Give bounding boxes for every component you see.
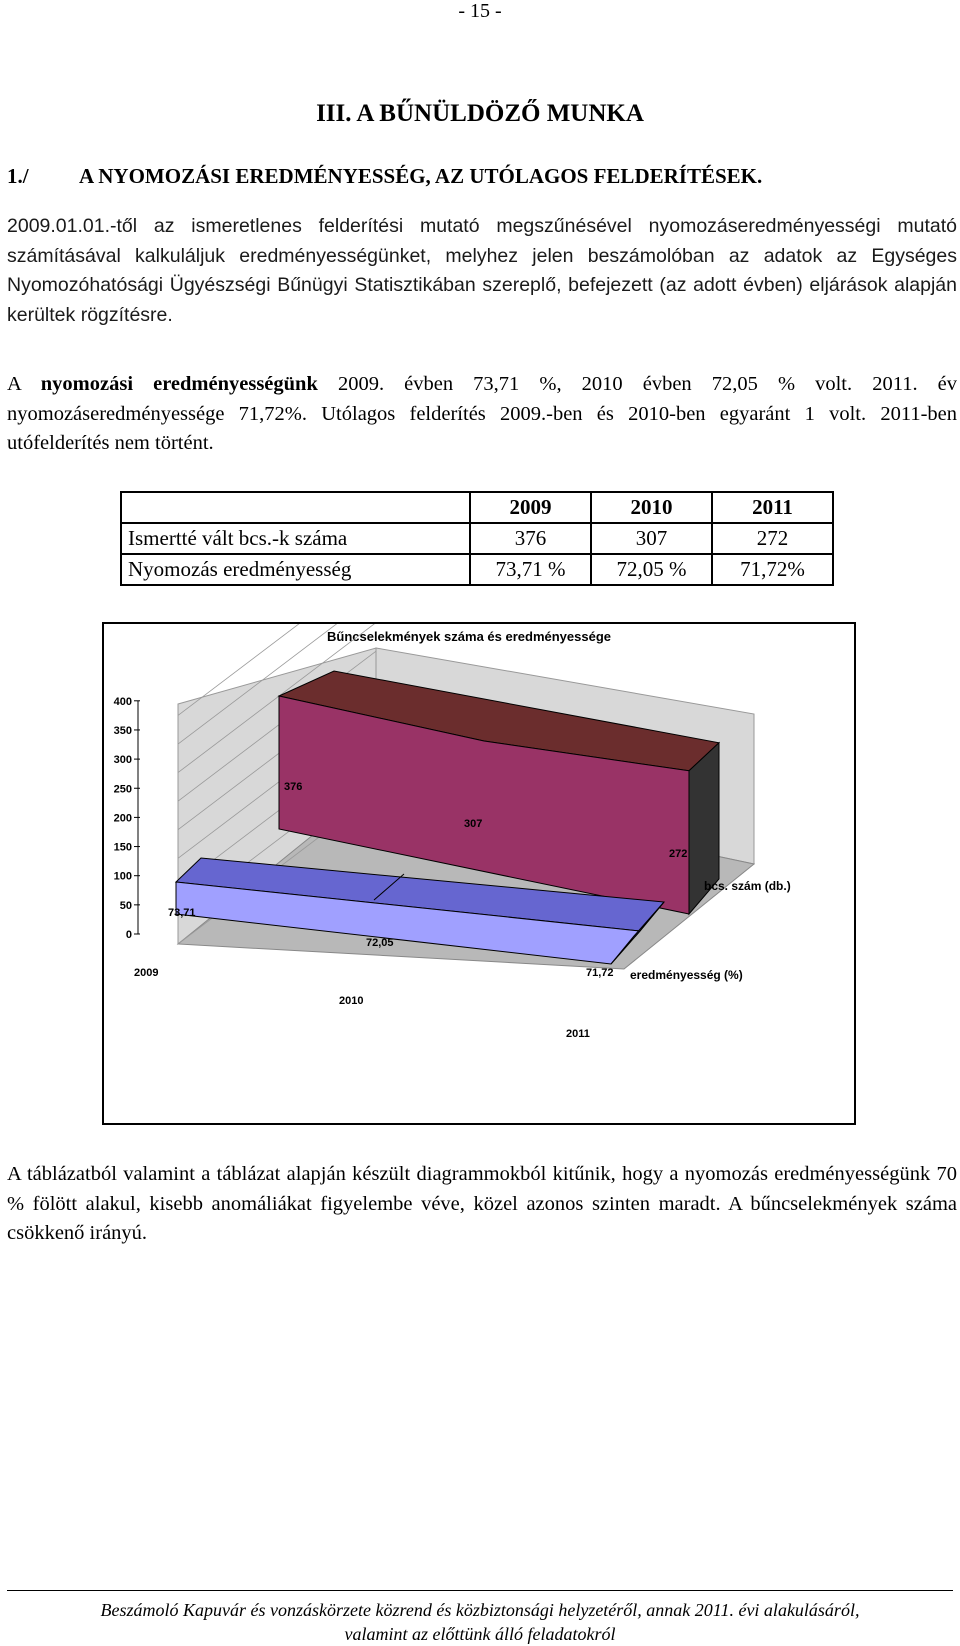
series-name-eredmenyesseg: eredményesség (%)	[630, 968, 743, 982]
chart-y-tick-label: 150	[113, 841, 132, 854]
series-name-bcs: bcs. szám (db.)	[704, 879, 791, 893]
footer-divider	[7, 1590, 953, 1591]
data-label-eredmenyesseg: 72,05	[366, 937, 394, 949]
table-cell: 73,71 %	[470, 554, 591, 585]
data-label-eredmenyesseg: 73,71	[168, 907, 196, 919]
table-header-row	[121, 492, 833, 523]
chapter-title: III. A BŰNÜLDÖZŐ MUNKA	[316, 100, 644, 127]
footer-line: Beszámoló Kapuvár és vonzáskörzete közrend és közbiztonsági helyzetéről, annak 2011. évi alakulásáról,	[100, 1600, 860, 1620]
chart-y-tick-label: 50	[119, 899, 132, 912]
section-title: A NYOMOZÁSI EREDMÉNYESSÉG, AZ UTÓLAGOS FELDERÍTÉSEK.	[79, 164, 763, 188]
section-heading	[7, 164, 762, 189]
results-text: 2009. évben 73,71 %, 2010 évben 72,05 % volt. 2011. év nyomozáseredményessége 71,72%. Utólagos felderítés 2009.-ben és 2010-ben egyaránt 1 volt. 2011-ben utófelderítés nem történt.	[7, 373, 957, 454]
table-row	[121, 523, 833, 554]
footer	[0, 1598, 960, 1646]
data-label-eredmenyesseg: 71,72	[586, 967, 614, 979]
data-label-bcs: 307	[464, 818, 483, 830]
page-number: - 15 -	[458, 0, 502, 22]
results-prefix: A	[7, 373, 41, 395]
data-label-bcs: 376	[284, 781, 303, 793]
table-row-label: Ismertté vált bcs.-k száma	[121, 523, 470, 554]
chart-x-tick-label: 2009	[134, 967, 159, 979]
table-header-cell: 2011	[712, 492, 833, 523]
conclusion-paragraph: A táblázatból valamint a táblázat alapján készült diagrammokból kitűnik, hogy a nyomozás eredményességünk 70 % fölött alakul, kisebb anomáliákat figyelembe véve, közel azonos szinten maradt. A bűncselekmények száma csökkenő irányú.	[7, 1163, 957, 1244]
chart-y-tick-label: 200	[113, 812, 132, 825]
table-cell: 71,72%	[712, 554, 833, 585]
table-cell: 72,05 %	[591, 554, 712, 585]
chart-y-tick-label: 300	[113, 754, 132, 767]
table-header-cell	[121, 492, 470, 523]
results-bold-phrase: nyomozási eredményességünk	[40, 373, 318, 395]
chart-y-tick-label: 350	[113, 724, 132, 737]
chart-x-tick-label: 2010	[339, 995, 364, 1007]
intro-paragraph: 2009.01.01.-től az ismeretlenes felderítési mutató megszűnésével nyomozáseredményességi mutató számításával kalkuláljuk eredményességünket, melyhez jelen beszámolóban az adatok az Egységes Nyomozóhatósági Ügyészségi Bűnügyi Statisztikában szereplő, befejezett (az adott évben) eljárások alapján kerültek rögzítésre.	[7, 215, 957, 326]
table-header-cell: 2009	[470, 492, 591, 523]
section-number: 1./	[7, 164, 29, 188]
results-paragraph	[7, 370, 957, 459]
table-cell: 376	[470, 523, 591, 554]
chart-frame	[102, 622, 856, 1125]
table-header-cell: 2010	[591, 492, 712, 523]
table-cell: 307	[591, 523, 712, 554]
chart-y-tick-label: 250	[113, 783, 132, 796]
chart-y-tick-label: 0	[125, 929, 132, 941]
chart-title: Bűncselekmények száma és eredményessége	[326, 629, 612, 644]
table-cell: 272	[712, 523, 833, 554]
chart-x-tick-label: 2011	[566, 1028, 590, 1040]
data-label-bcs: 272	[669, 848, 688, 860]
table-row	[121, 554, 833, 585]
statistics-table	[120, 491, 834, 586]
table-row-label: Nyomozás eredményesség	[121, 554, 470, 585]
chart-y-tick-label: 400	[113, 695, 132, 708]
chart-y-tick-label: 100	[113, 870, 132, 883]
footer-line: valamint az előttünk álló feladatokról	[344, 1624, 616, 1644]
chart	[104, 624, 854, 1123]
